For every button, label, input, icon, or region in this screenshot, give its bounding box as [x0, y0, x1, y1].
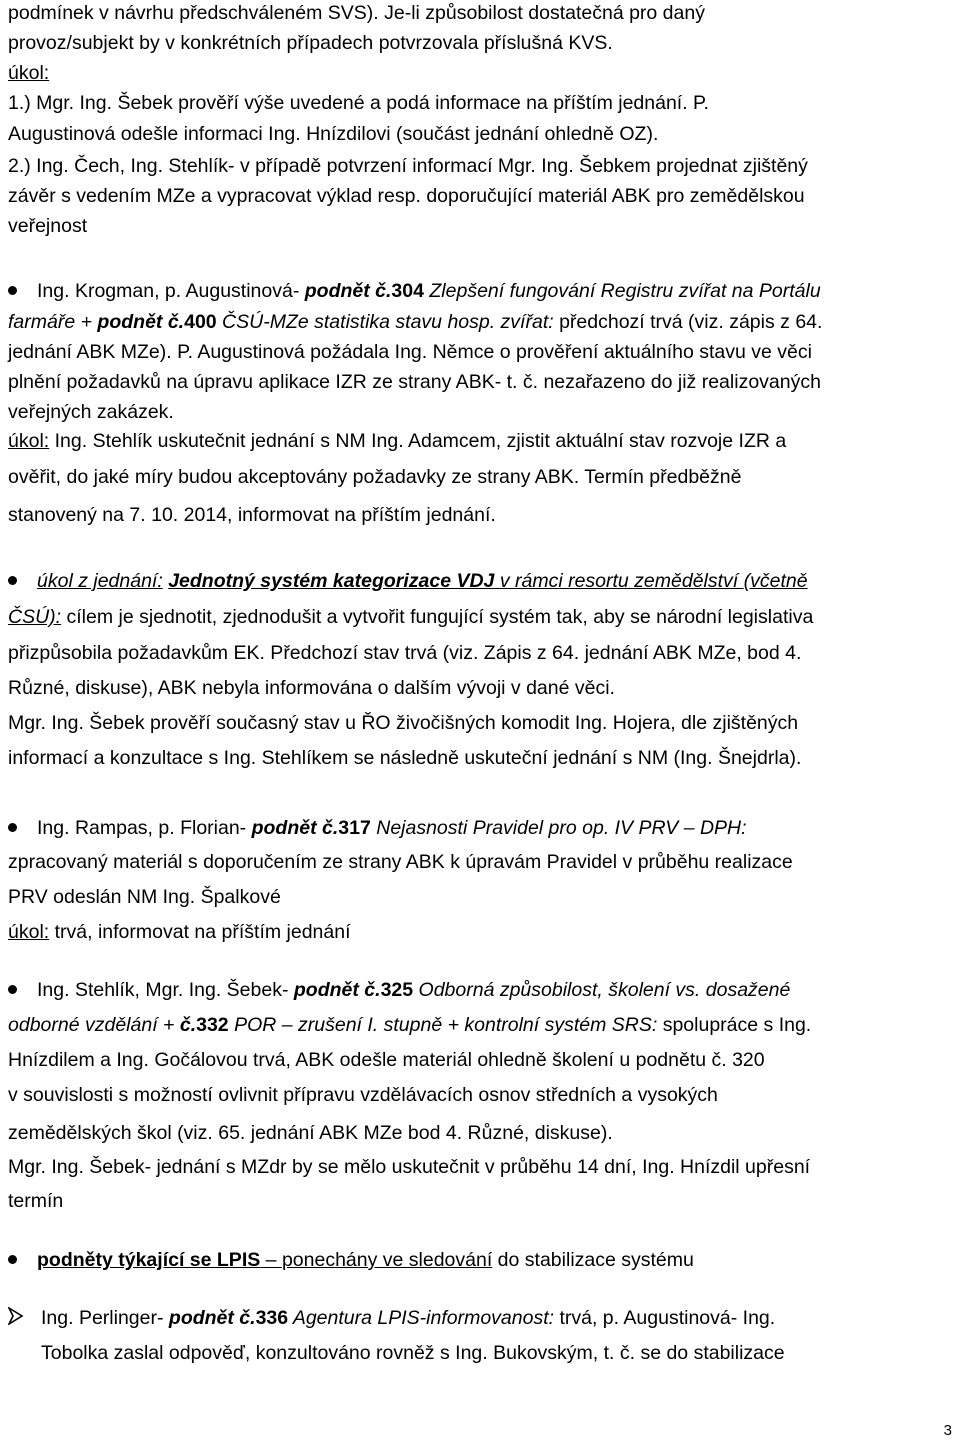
text-line: 1.) Mgr. Ing. Šebek prověří výše uvedené a podá informace na příštím jednání. P.: [8, 92, 709, 114]
task-label: úkol:: [8, 62, 50, 84]
bullet-icon: [8, 286, 17, 295]
text-line: ČSÚ): cílem je sjednotit, zjednodušit a vytvořit fungující systém tak, aby se národní legislativa: [8, 606, 814, 628]
task-label: úkol:: [8, 430, 50, 452]
text-line: termín: [8, 1190, 64, 1212]
text-line: v souvislosti s možností ovlivnit přípravu vzdělávacích osnov středních a vysokých: [8, 1084, 718, 1106]
bullet-icon: [8, 576, 17, 585]
text-line: Ing. Stehlík, Mgr. Ing. Šebek- podnět č.325 Odborná způsobilost, školení vs. dosažené: [37, 979, 791, 1001]
text-line: 2.) Ing. Čech, Ing. Stehlík- v případě potvrzení informací Mgr. Ing. Šebkem projednat zjištěný: [8, 155, 808, 177]
text-line: odborné vzdělání + č.332 POR – zrušení I. stupně + kontrolní systém SRS: spolupráce s Ing.: [8, 1014, 812, 1036]
text-line: Augustinová odešle informaci Ing. Hnízdilovi (součást jednání ohledně OZ).: [8, 123, 659, 145]
text-line: plnění požadavků na úpravu aplikace IZR ze strany ABK- t. č. nezařazeno do již realizovaných: [8, 371, 821, 393]
text-line: Různé, diskuse), ABK nebyla informována o dalším vývoji v dané věci.: [8, 677, 615, 699]
text-line: provoz/subjekt by v konkrétních případech potvrzovala příslušná KVS.: [8, 32, 613, 54]
text-line: PRV odeslán NM Ing. Špalkové: [8, 886, 281, 908]
text-line: Ing. Perlinger- podnět č.336 Agentura LPIS-informovanost: trvá, p. Augustinová- Ing.: [41, 1307, 776, 1329]
text-line: Mgr. Ing. Šebek prověří současný stav u ŘO živočišných komodit Ing. Hojera, dle zjištěných: [8, 712, 799, 734]
text-line: přizpůsobila požadavkům EK. Předchozí stav trvá (viz. Zápis z 64. jednání ABK MZe, bod 4.: [8, 642, 802, 664]
text-line: zemědělských škol (viz. 65. jednání ABK MZe bod 4. Různé, diskuse).: [8, 1122, 613, 1144]
text-line: podněty týkající se LPIS – ponechány ve sledování do stabilizace systému: [37, 1249, 694, 1271]
text-line: úkol: trvá, informovat na příštím jednání: [8, 921, 351, 943]
text-line: veřejných zakázek.: [8, 401, 174, 423]
text-line: Mgr. Ing. Šebek- jednání s MZdr by se mělo uskutečnit v průběhu 14 dní, Ing. Hnízdil upřesní: [8, 1156, 811, 1178]
text-line: zpracovaný materiál s doporučením ze strany ABK k úpravám Pravidel v průběhu realizace: [8, 851, 793, 873]
text-line: farmáře + podnět č.400 ČSÚ-MZe statistika stavu hosp. zvířat: předchozí trvá (viz. zápis z 64.: [8, 311, 823, 333]
task-label: úkol:: [8, 921, 50, 943]
text-line: ověřit, do jaké míry budou akceptovány požadavky ze strany ABK. Termín předběžně: [8, 466, 742, 488]
bullet-icon: [8, 1255, 17, 1264]
bullet-icon: [8, 985, 17, 994]
text-line: stanovený na 7. 10. 2014, informovat na příštím jednání.: [8, 504, 496, 526]
text-line: veřejnost: [8, 215, 88, 237]
text-line: informací a konzultace s Ing. Stehlíkem se následně uskuteční jednání s NM (Ing. Šnejdrla).: [8, 747, 802, 769]
text-line: Ing. Rampas, p. Florian- podnět č.317 Nejasnosti Pravidel pro op. IV PRV – DPH:: [37, 817, 747, 839]
bullet-icon: [8, 823, 17, 832]
text-line: podmínek v návrhu předschváleném SVS). Je-li způsobilost dostatečná pro daný: [8, 2, 705, 24]
text-line: jednání ABK MZe). P. Augustinová požádala Ing. Němce o prověření aktuálního stavu ve věci: [8, 341, 812, 363]
text-line: Tobolka zaslal odpověď, konzultováno rovněž s Ing. Bukovským, t. č. se do stabilizace: [41, 1342, 785, 1364]
text-line: úkol: Ing. Stehlík uskutečnit jednání s NM Ing. Adamcem, zjistit aktuální stav rozvoje IZR a: [8, 430, 787, 452]
arrow-bullet-icon: [8, 1307, 24, 1331]
text-line: Ing. Krogman, p. Augustinová- podnět č.304 Zlepšení fungování Registru zvířat na Portálu: [37, 280, 821, 302]
text-line: úkol z jednání: Jednotný systém kategorizace VDJ v rámci resortu zemědělství (včetně: [37, 570, 808, 592]
text-line: závěr s vedením MZe a vypracovat výklad resp. doporučující materiál ABK pro zemědělskou: [8, 185, 805, 207]
page-number: 3: [943, 1422, 952, 1439]
text-line: Hnízdilem a Ing. Gočálovou trvá, ABK odešle materiál ohledně školení u podnětu č. 320: [8, 1049, 765, 1071]
